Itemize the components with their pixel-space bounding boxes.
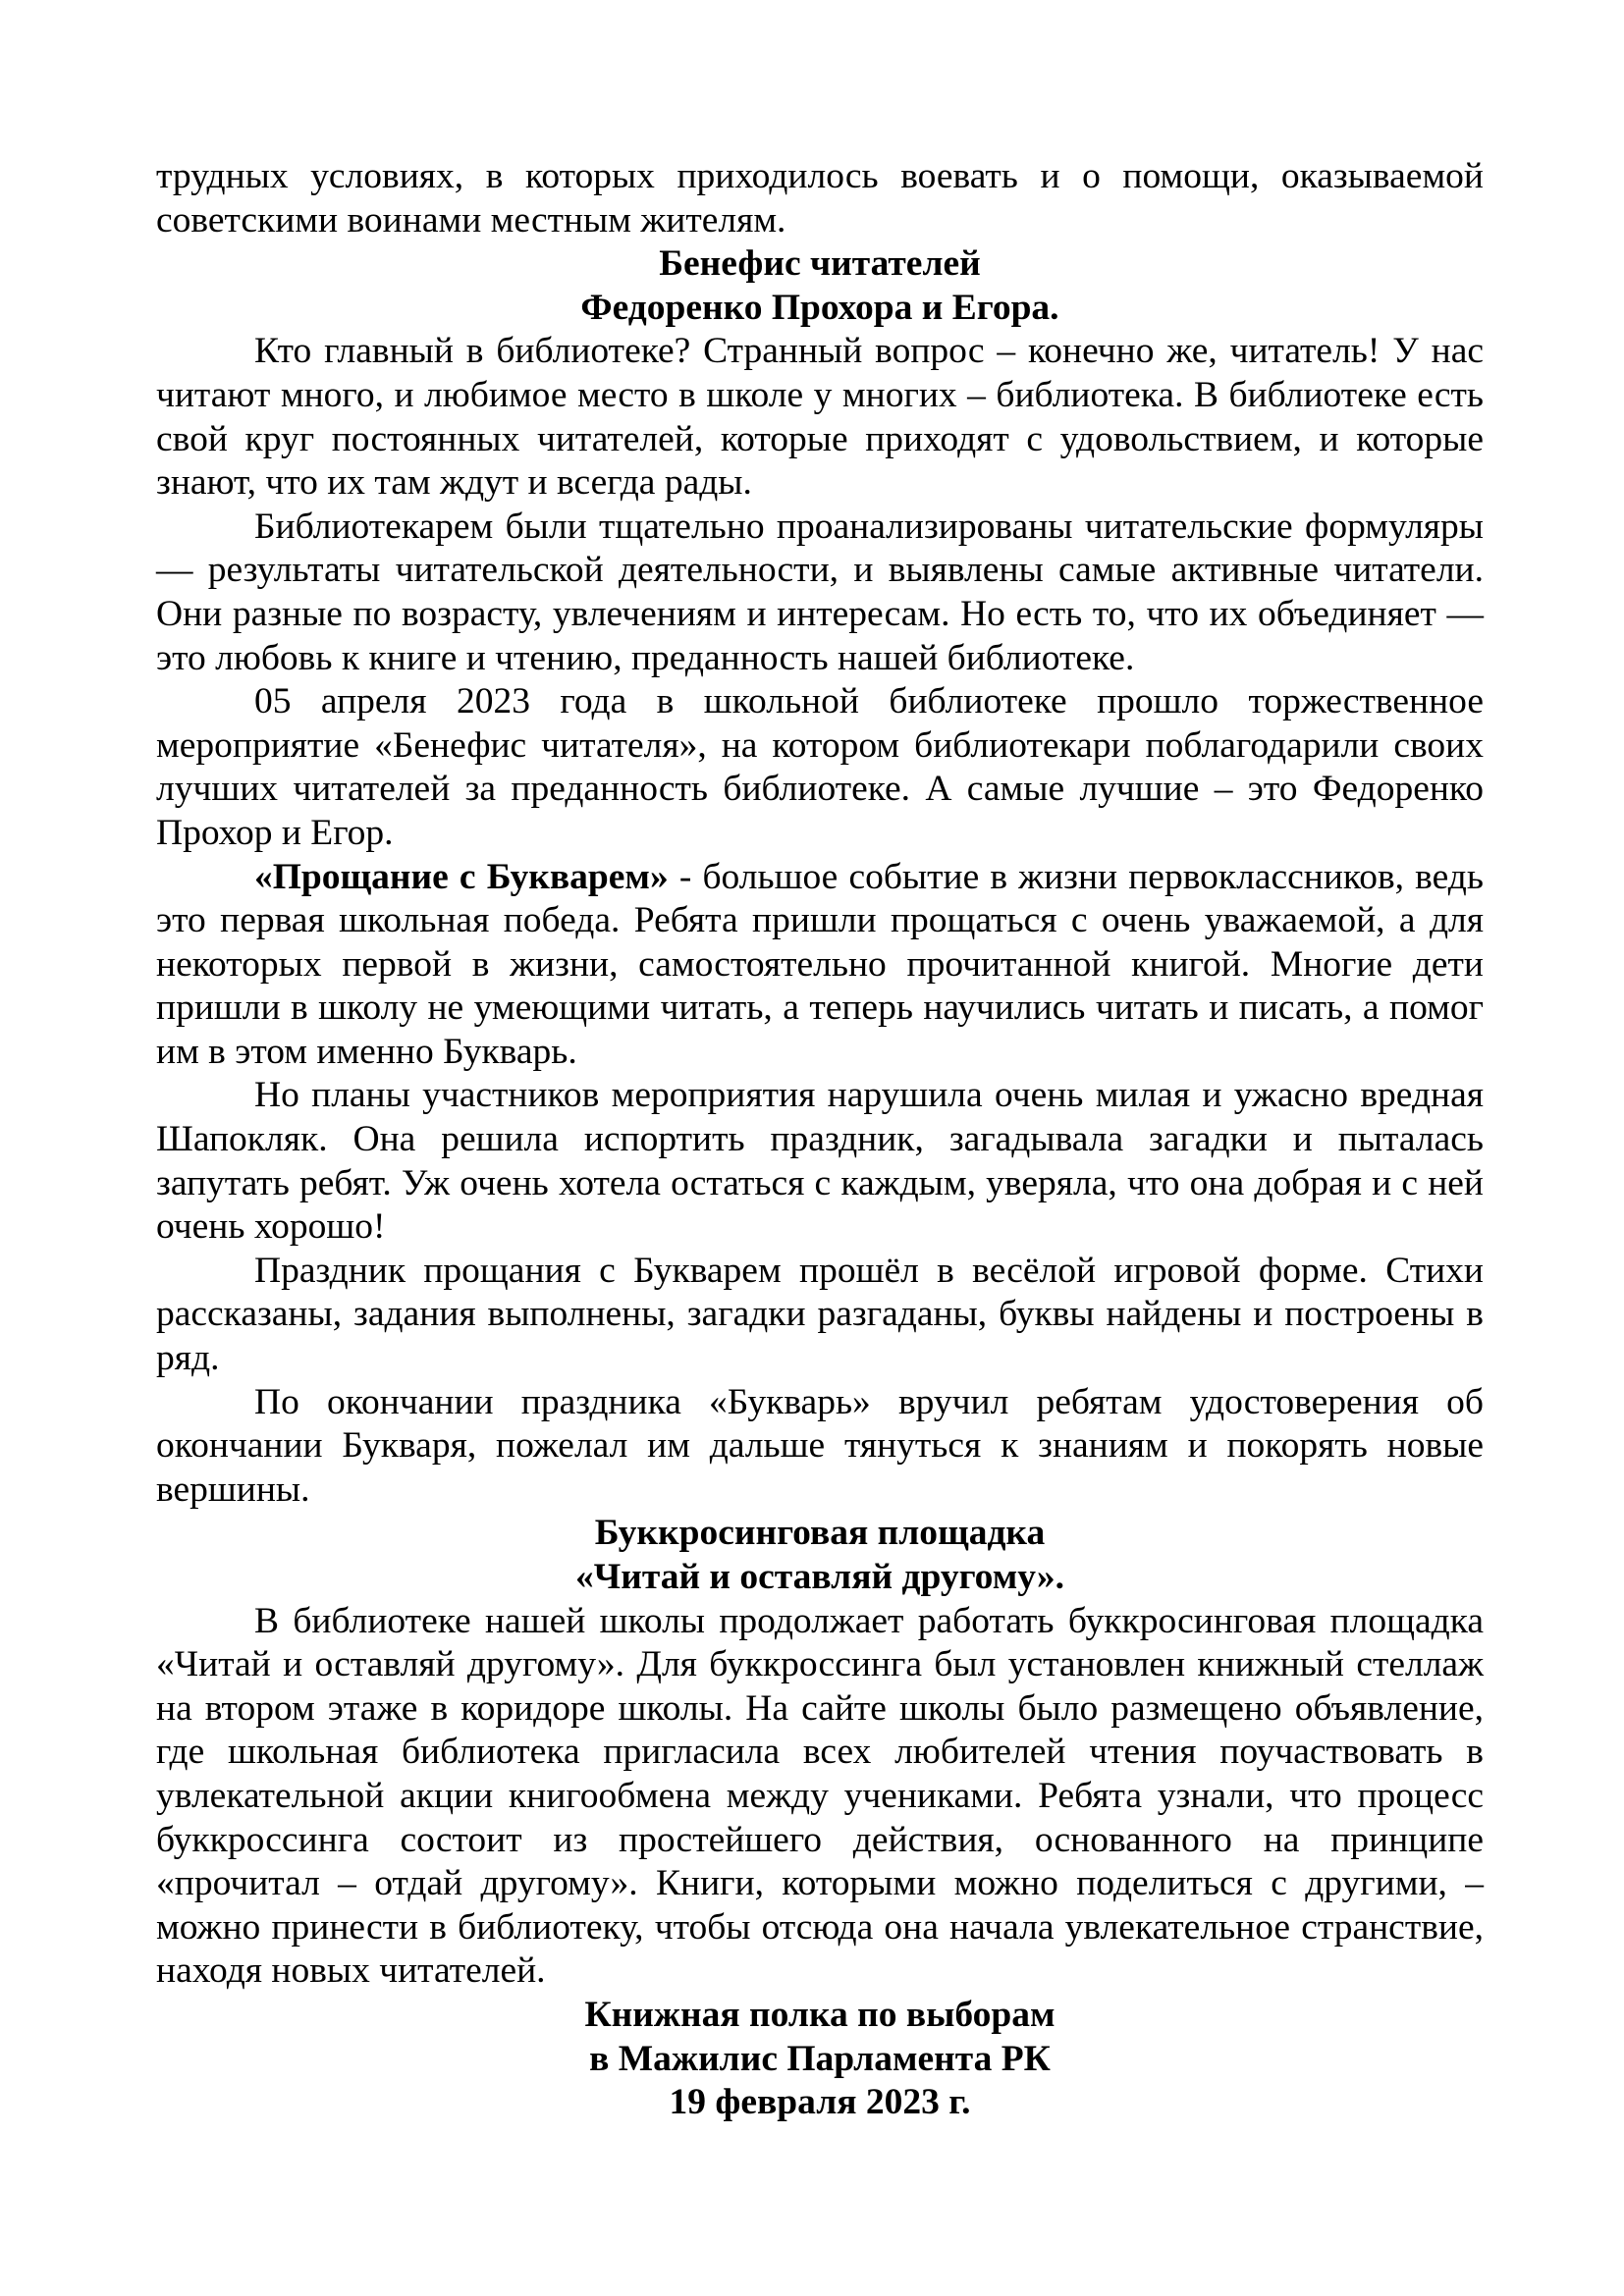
bukvar-paragraph-1: Но планы участников мероприятия нарушила очень милая и ужасно вредная Шапокляк. Она решила испортить праздник, загадывала загадки и пыталась запутать ребят. Уж очень хотела остаться с каждым, уверяла, что она добрая и с ней очень хорошо! bbox=[156, 1075, 1484, 1248]
section-heading-bookshelf-line2: в Мажилис Парламента РК bbox=[589, 2038, 1051, 2079]
bukvar-lead-title: «Прощание с Букварем» bbox=[254, 856, 669, 897]
document-page bbox=[156, 155, 1484, 2125]
bukvar-paragraph-3: По окончании праздника «Букварь» вручил ребятам удостоверения об окончании Букваря, пожелал им дальше тянуться к знаниям и покорять новые вершины. bbox=[156, 1381, 1484, 1510]
bukvar-lead-paragraph bbox=[156, 856, 1484, 1075]
section-bookcrossing bbox=[156, 1512, 1484, 1994]
intro-paragraph: трудных условиях, в которых приходилось воевать и о помощи, оказываемой советскими воинами местным жителям. bbox=[156, 156, 1484, 240]
section-heading-bookshelf-line1: Книжная полка по выборам bbox=[584, 1994, 1056, 2035]
benefis-paragraph-1: Кто главный в библиотеке? Странный вопрос – конечно же, читатель! У нас читают много, и любимое место в школе у многих – библиотека. В библиотеке есть свой круг постоянных читателей, которые приходят с удовольствием, и которые знают, что их там ждут и всегда рады. bbox=[156, 331, 1484, 504]
section-bookshelf bbox=[156, 1994, 1484, 2125]
benefis-paragraph-3: 05 апреля 2023 года в школьной библиотеке прошло торжественное мероприятие «Бенефис читателя», на котором библиотекари поблагодарили своих лучших читателей за преданность библиотеке. А самые лучшие – это Федоренко Прохор и Егор. bbox=[156, 681, 1484, 853]
section-bukvar bbox=[156, 856, 1484, 1513]
bookcrossing-paragraph: В библиотеке нашей школы продолжает работать буккросинговая площадка «Читай и оставляй другому». Для буккроссинга был установлен книжный стеллаж на втором этаже в коридоре школы. На сайте школы было размещено объявление, где школьная библиотека пригласила всех любителей чтения поучаствовать в увлекательной акции книгообмена между учениками. Ребята узнали, что процесс буккроссинга состоит из простейшего действия, основанного на принципе «прочитал – отдай другому». Книги, которыми можно поделиться с другими, – можно принести в библиотеку, чтобы отсюда она начала увлекательное странствие, находя новых читателей. bbox=[156, 1600, 1484, 1992]
bukvar-paragraph-2: Праздник прощания с Букварем прошёл в весёлой игровой форме. Стихи рассказаны, задания выполнены, загадки разгаданы, буквы найдены и построены в ряд. bbox=[156, 1250, 1484, 1379]
section-heading-bookcrossing-line1: Буккросинговая площадка bbox=[594, 1513, 1046, 1554]
section-heading-benefis-line2: Федоренко Прохора и Егора. bbox=[580, 287, 1059, 328]
section-heading-bookcrossing-line2: «Читай и оставляй другому». bbox=[574, 1557, 1065, 1597]
bukvar-lead-text: - большое событие в жизни первоклассников, ведь это первая школьная победа. Ребята пришли прощаться с очень уважаемой, а для некоторых первой в жизни, самостоятельно прочитанной книгой. Многие дети пришли в школу не умеющими читать, а теперь научились читать и писать, а помог им в этом именно Букварь. bbox=[156, 856, 1484, 1072]
section-benefis bbox=[156, 242, 1484, 855]
section-heading-bookshelf-date: 19 февраля 2023 г. bbox=[669, 2082, 971, 2123]
benefis-paragraph-2: Библиотекарем были тщательно проанализированы читательские формуляры — результаты читательской деятельности, и выявлены самые активные читатели. Они разные по возрасту, увлечениям и интересам. Но есть то, что их объединяет — это любовь к книге и чтению, преданность нашей библиотеке. bbox=[156, 506, 1484, 678]
section-heading-benefis-line1: Бенефис читателей bbox=[659, 243, 981, 285]
